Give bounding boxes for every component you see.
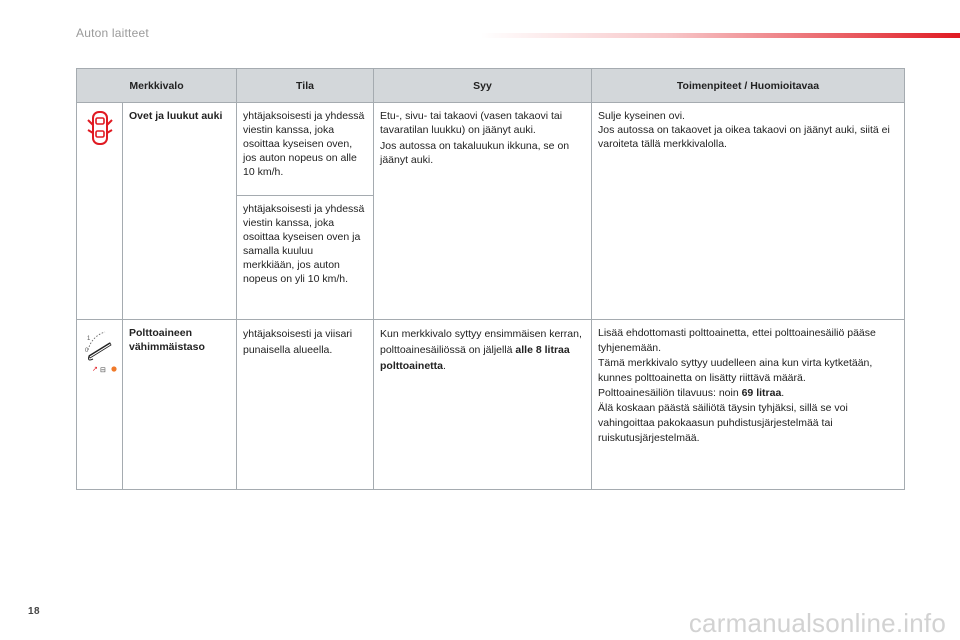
fuel-toim-line-3: [598, 386, 898, 401]
door-open-icon: [85, 109, 115, 147]
fuel-capacity-end: .: [781, 387, 785, 399]
fuel-gauge-icon: [83, 326, 121, 382]
table-row-fuel: [77, 320, 905, 490]
fuel-capacity-label: Polttoainesäiliön tilavuus: noin: [598, 387, 742, 399]
fuel-capacity-value: 69 litraa: [741, 387, 782, 399]
fuel-syy-end: .: [443, 360, 446, 372]
doors-syy-text-2: Jos autossa on takaluukun ikkuna, se on jäänyt auki.: [380, 140, 570, 166]
svg-text:0: 0: [85, 348, 89, 354]
header-accent-bar: [480, 33, 960, 38]
column-header-syy: Syy: [374, 69, 592, 103]
doors-toimenpide: Sulje kyseinen ovi. Jos autossa on takaovet ja oikea takaovi on jäänyt auki, siitä ei varoiteta tällä merkkivalolla.: [592, 103, 905, 320]
fuel-toim-line-1: Lisää ehdottomasti polttoainetta, ettei polttoainesäiliö pääse tyhjenemään.: [598, 327, 876, 354]
svg-text:↗: ↗: [92, 366, 98, 373]
warning-lights-table: [76, 68, 905, 490]
doors-syy: [374, 103, 592, 320]
watermark: carmanualsonline.info: [688, 608, 946, 638]
fuel-toim-line-4: Älä koskaan päästä säiliötä täysin tyhjäksi, sillä se voi vahingoittaa pakokaasun puhdistusjärjestelmää tai ruiskutusjärjestelmää.: [598, 402, 848, 444]
column-header-tila: Tila: [237, 69, 374, 103]
page-number: 18: [28, 606, 41, 617]
doors-tila-above-10: yhtäjaksoisesti ja yhdessä viestin kanssa, joka osoittaa kyseisen oven ja samalla kuuluu merkkiään, jos auton nopeus on yli 10 km/h.: [237, 196, 374, 320]
table-row-doors: [77, 103, 905, 196]
doors-light-name: Ovet ja luukut auki: [123, 103, 237, 320]
table-header-row: [77, 69, 905, 103]
fuel-toim-line-2: Tämä merkkivalo syttyy uudelleen aina kun virta kytketään, kunnes polttoainetta on lisätty riittävä määrä.: [598, 357, 873, 384]
doors-icon-cell: [77, 103, 123, 320]
section-title: Auton laitteet: [76, 26, 149, 40]
column-header-toimenpiteet: Toimenpiteet / Huomioitavaa: [592, 69, 905, 103]
fuel-tila: yhtäjaksoisesti ja viisari punaisella alueella.: [237, 320, 374, 490]
fuel-toimenpide: [592, 320, 905, 490]
fuel-icon-cell: [77, 320, 123, 490]
fuel-syy-bold: alle 8 litraa polttoainetta: [380, 344, 570, 372]
doors-syy-text-1: Etu-, sivu- tai takaovi (vasen takaovi tai tavaratilan luukku) on jäänyt auki.: [380, 110, 563, 136]
fuel-syy-text: Kun merkkivalo syttyy ensimmäisen kerran, polttoainesäiliössä on jäljellä: [380, 328, 582, 356]
fuel-syy: [374, 320, 592, 490]
doors-tila-below-10: yhtäjaksoisesti ja yhdessä viestin kanssa, joka osoittaa kyseisen oven, jos auton nopeus on alle 10 km/h.: [237, 103, 374, 196]
fuel-light-name: Polttoaineen vähimmäistaso: [123, 320, 237, 490]
column-header-merkkivalo: Merkkivalo: [77, 69, 237, 103]
svg-text:⊟: ⊟: [100, 367, 106, 374]
svg-text:1: 1: [87, 336, 91, 342]
